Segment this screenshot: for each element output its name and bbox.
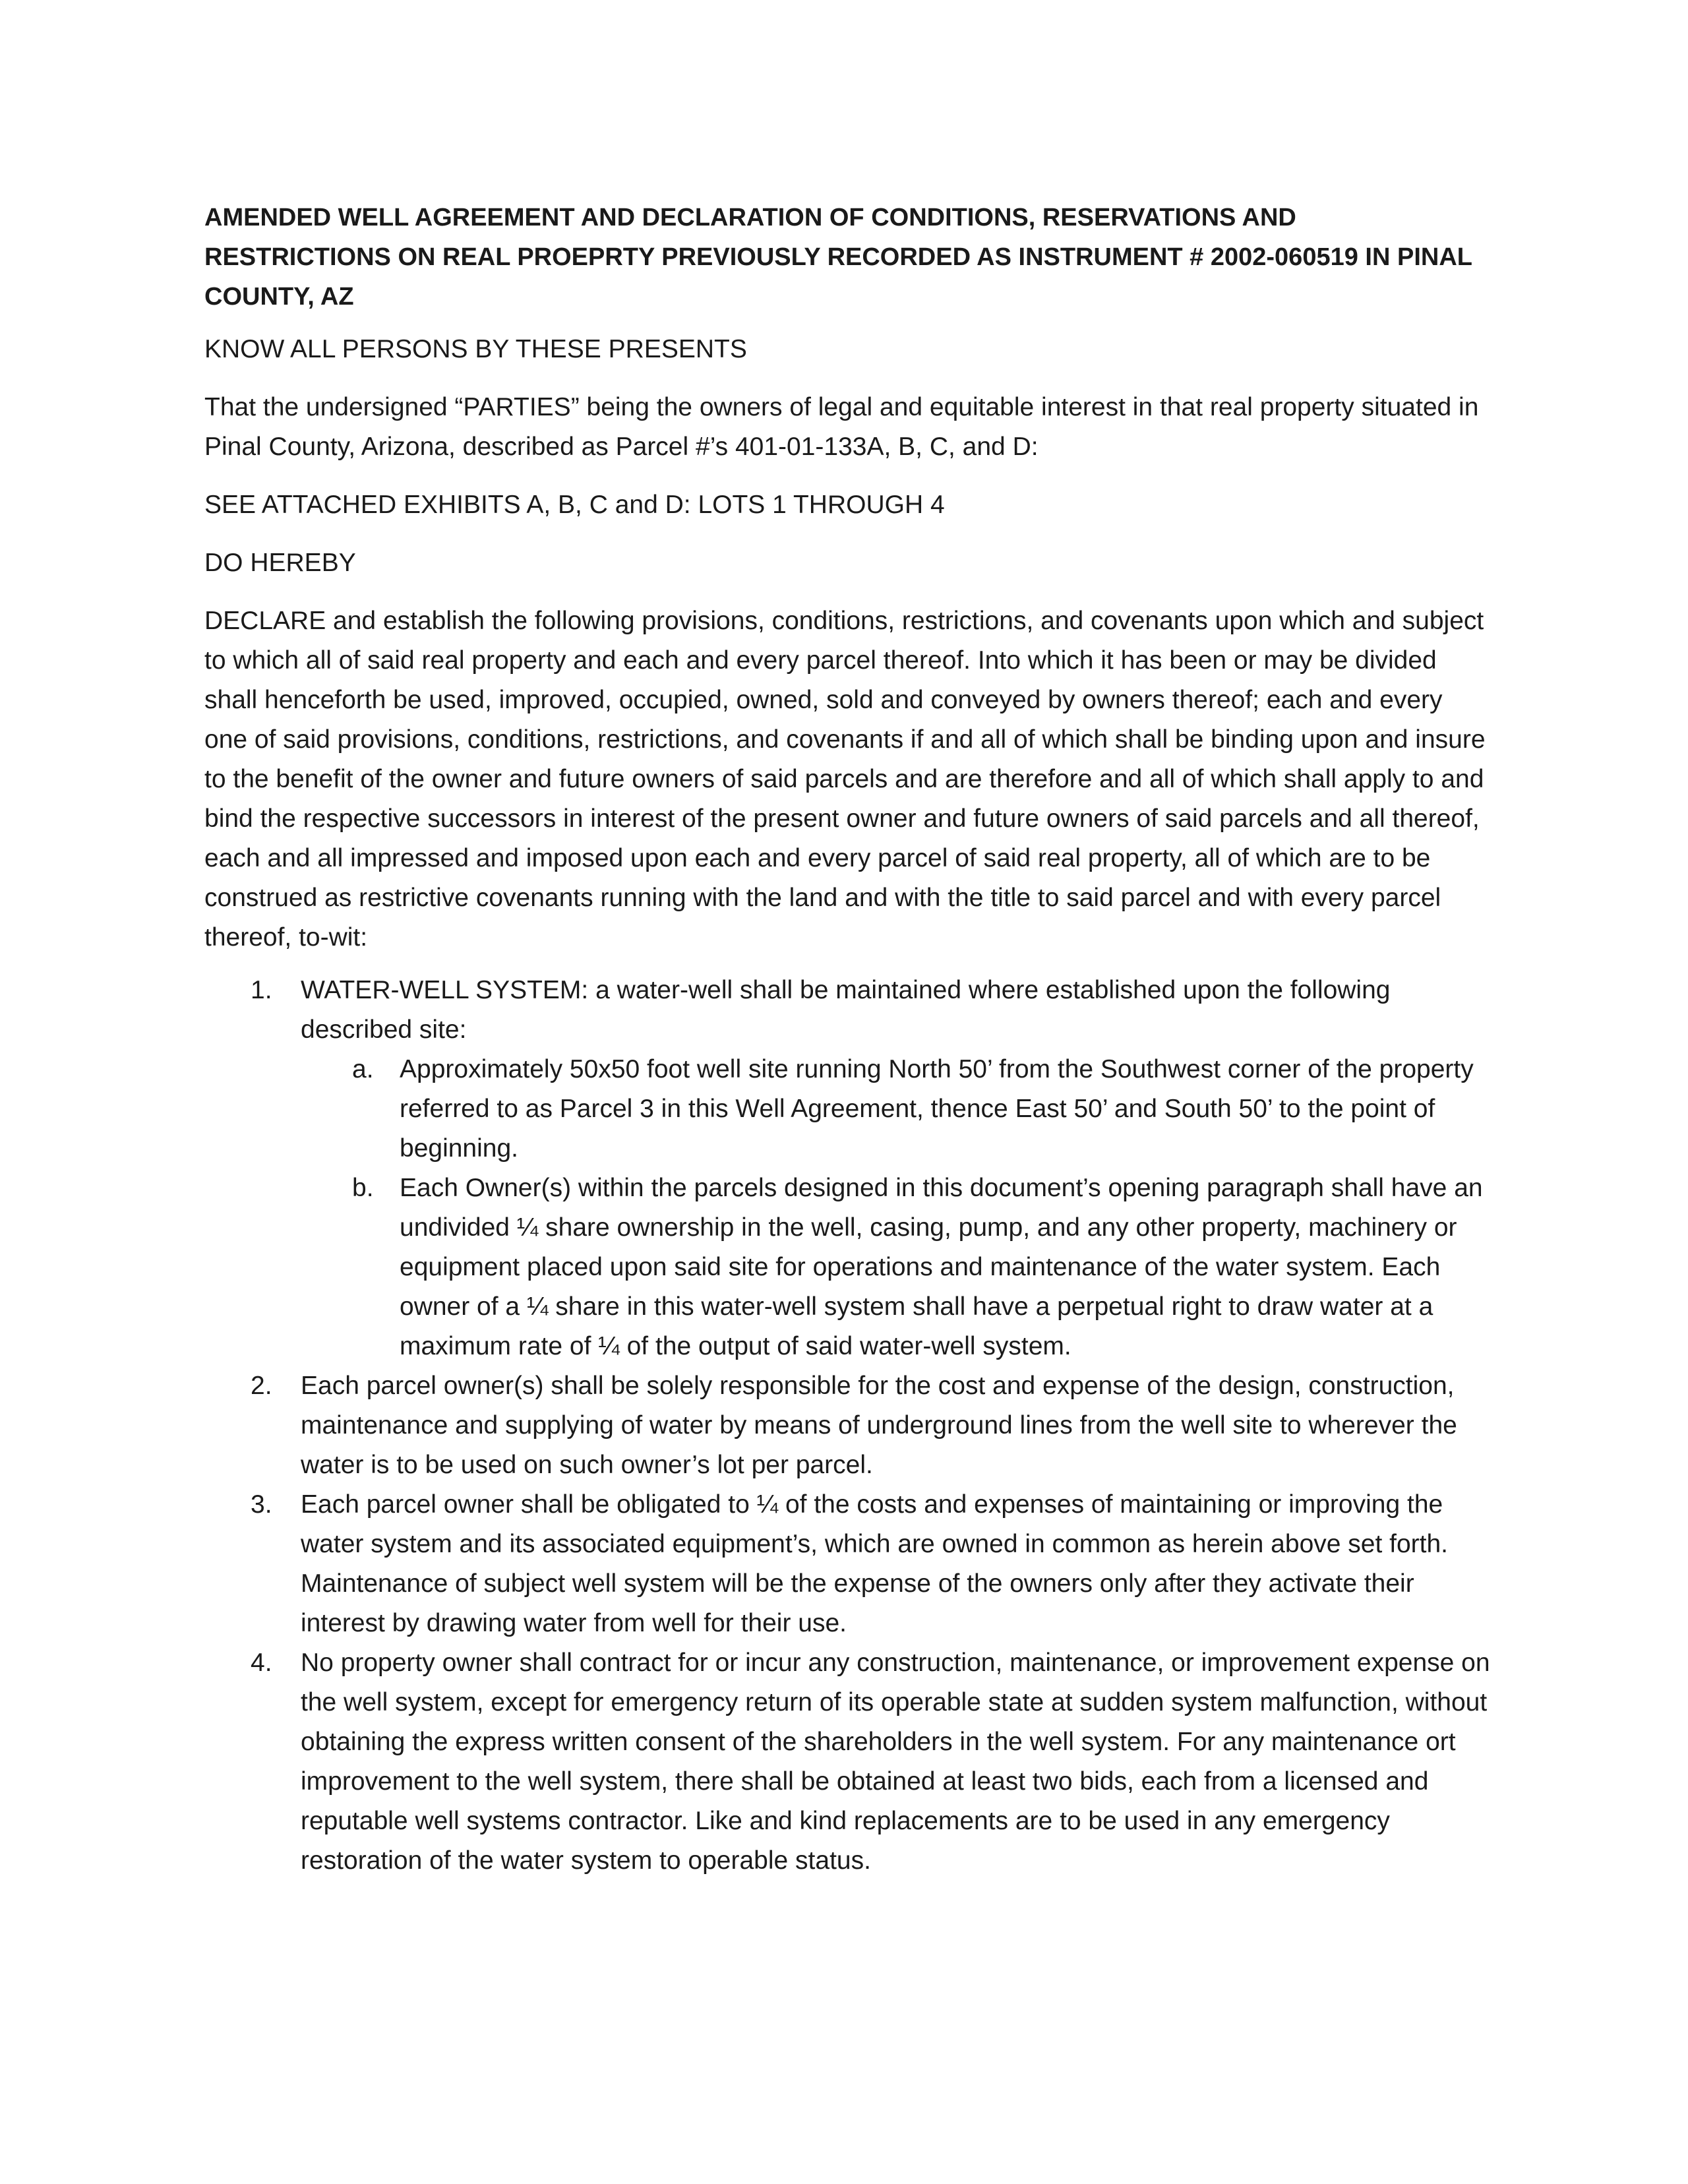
document-title: AMENDED WELL AGREEMENT AND DECLARATION OF CONDITIONS, RESERVATIONS AND RESTRICTIONS ON REAL PROEPRTY PREVIOUSLY RECORDED AS INSTRUMENT # 2002-060519 IN PINAL COUNTY, AZ [204,204,1472,311]
covenant-item [204,1643,1490,1881]
item-text: Each parcel owner shall be obligated to ¼ of the costs and expenses of maintaining or improving the water system and its associated equipment’s, which are owned in common as herein above set forth. Maintenance of subject well system will be the expense of the owners only after they activate their interest by drawing water from well for their use. [301,1490,1449,1637]
sub-list [301,1050,1490,1366]
sub-item [301,1050,1490,1168]
exhibits-line: SEE ATTACHED EXHIBITS A, B, C and D: LOTS 1 THROUGH 4 [204,491,945,519]
sub-item [301,1168,1490,1366]
declare-paragraph: DECLARE and establish the following provisions, conditions, restrictions, and covenants upon which and subject to which all of said real property and each and every parcel thereof. Into which it has been or may be divided shall henceforth be used, improved, occupied, owned, sold and conveyed by owners thereof; each and every one of said provisions, conditions, restrictions, and covenants if and all of which shall be binding upon and insure to the benefit of the owner and future owners of said parcels and are therefore and all of which shall apply to and bind the respective successors in interest of the present owner and future owners of said parcels and all thereof, each and all impressed and imposed upon each and every parcel of said real property, all of which are to be construed as restrictive covenants running with the land and with the title to said parcel and with every parcel thereof, to-wit: [204,607,1486,952]
covenant-item [204,1366,1490,1485]
item-number: 3. [251,1490,272,1519]
item-number: 1. [251,976,272,1004]
sub-item-text: Each Owner(s) within the parcels designed in this document’s opening paragraph shall have an undivided ¼ share ownership in the well, casing, pump, and any other property, machinery or equipment placed upon said site for operations and maintenance of the water system. Each owner of a ¼ share in this water-well system shall have a perpetual right to draw water at a maximum rate of ¼ of the output of said water-well system. [400,1174,1483,1360]
covenant-item [204,1485,1490,1643]
parties-paragraph: That the undersigned “PARTIES” being the owners of legal and equitable interest in that real property situated in Pinal County, Arizona, described as Parcel #’s 401-01-133A, B, C, and D: [204,393,1479,461]
sub-item-letter: a. [352,1055,374,1083]
document-page [204,198,1490,1881]
covenant-item [204,971,1490,1366]
item-text: No property owner shall contract for or incur any construction, maintenance, or improvement expense on the well system, except for emergency return of its operable state at sudden system malfunction, without obtaining the express written consent of the shareholders in the well system. For any maintenance ort improvement to the well system, there shall be obtained at least two bids, each from a licensed and reputable well systems contractor. Like and kind replacements are to be used in any emergency restoration of the water system to operable status. [301,1649,1490,1875]
item-text: WATER-WELL SYSTEM: a water-well shall be maintained where established upon the following described site: [301,976,1391,1044]
sub-item-text: Approximately 50x50 foot well site running North 50’ from the Southwest corner of the property referred to as Parcel 3 in this Well Agreement, thence East 50’ and South 50’ to the point of beginning. [400,1055,1474,1163]
item-number: 4. [251,1649,272,1677]
covenant-list [204,971,1490,1881]
item-text: Each parcel owner(s) shall be solely responsible for the cost and expense of the design, construction, maintenance and supplying of water by means of underground lines from the well site to wherever the water is to be used on such owner’s lot per parcel. [301,1372,1457,1479]
item-number: 2. [251,1372,272,1400]
intro-line: KNOW ALL PERSONS BY THESE PRESENTS [204,335,747,363]
sub-item-letter: b. [352,1174,374,1202]
do-hereby-line: DO HEREBY [204,549,356,577]
